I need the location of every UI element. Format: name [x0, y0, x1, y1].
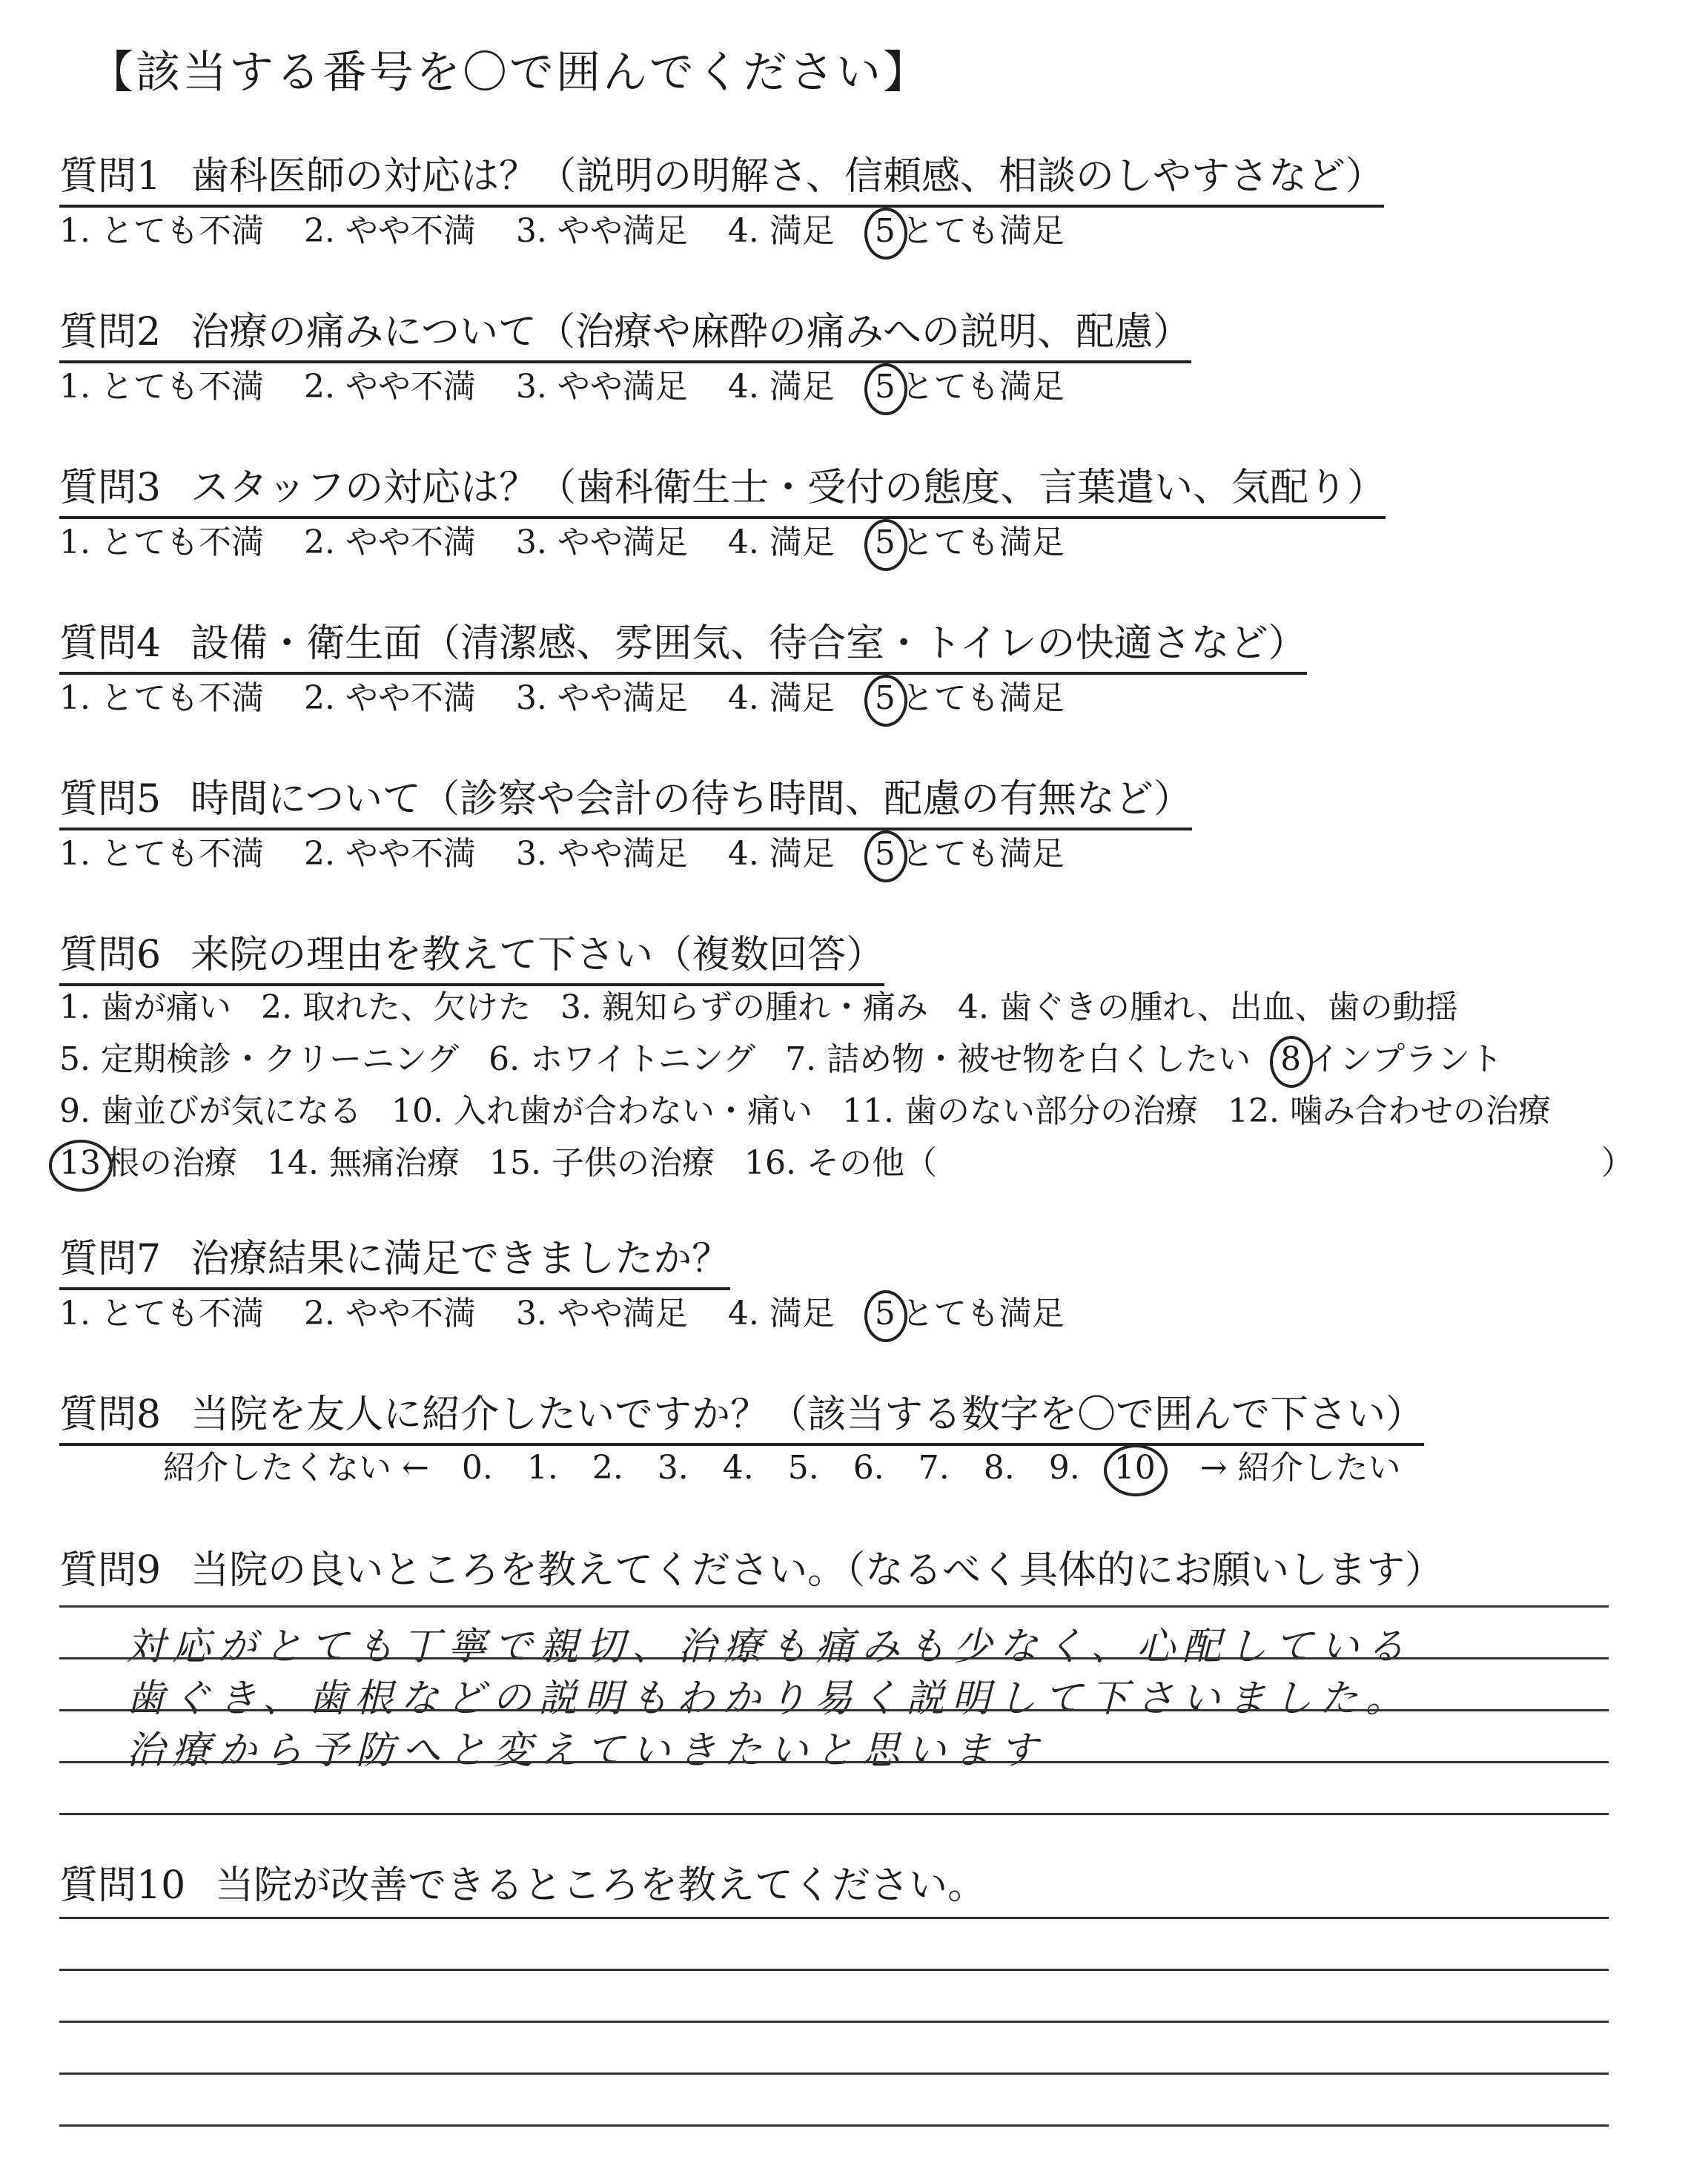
option-2[interactable]: 2. やや不満 — [303, 524, 476, 561]
selected-circle: 5 — [874, 212, 896, 250]
reason-option[interactable]: 2. 取れた、欠けた — [260, 988, 531, 1026]
question-number: 質問4 — [59, 621, 162, 666]
q6-row-2 — [59, 1032, 1532, 1080]
reason-option[interactable]: 9. 歯並びが気になる — [59, 1092, 362, 1130]
scale-option[interactable]: 0. — [461, 1449, 493, 1487]
scale-option[interactable]: 2. — [592, 1449, 623, 1487]
q6-row-1 — [59, 980, 1488, 1028]
question-number: 質問9 — [59, 1548, 162, 1593]
scale-left-label: 紹介したくない ← — [163, 1449, 429, 1487]
selected-circle: 10 — [1113, 1449, 1156, 1487]
question-text: 時間について（診察や会計の待ち時間、配慮の有無など） — [191, 777, 1193, 822]
handwritten-answer-line-2: 歯ぐき、歯根などの説明もわかり易く説明して下さいました。 — [126, 1677, 1411, 1721]
option-5-selected[interactable]: 5 とても満足 — [874, 1295, 1065, 1332]
option-2[interactable]: 2. やや不満 — [303, 835, 476, 873]
question-4 — [59, 612, 1307, 675]
option-3[interactable]: 3. やや満足 — [515, 835, 688, 873]
scale-option[interactable]: 7. — [918, 1449, 950, 1487]
question-number: 質問2 — [59, 310, 162, 354]
option-3[interactable]: 3. やや満足 — [515, 679, 688, 717]
selected-circle: 13 — [59, 1144, 101, 1182]
reason-option[interactable]: 15. 子供の治療 — [489, 1144, 715, 1182]
answer-line — [59, 2073, 1609, 2075]
answer-line — [59, 1761, 1609, 1763]
question-text: 治療結果に満足できましたか？ — [191, 1237, 731, 1281]
answer-line — [59, 1709, 1609, 1711]
question-number: 質問8 — [59, 1393, 162, 1437]
option-1[interactable]: 1. とても不満 — [59, 524, 264, 561]
question-10 — [59, 1854, 986, 1914]
scale-option[interactable]: 8. — [983, 1449, 1015, 1487]
question-6 — [59, 923, 884, 986]
q5-options — [59, 827, 1105, 874]
reason-option[interactable]: 12. 噛み合わせの治療 — [1227, 1092, 1551, 1130]
q3-options — [59, 515, 1105, 563]
option-4[interactable]: 4. 満足 — [727, 368, 835, 406]
question-9 — [59, 1539, 1443, 1599]
answer-line — [59, 2021, 1609, 2023]
selected-circle: 5 — [874, 679, 896, 717]
question-number: 質問5 — [59, 777, 162, 822]
selected-circle: 5 — [874, 524, 896, 561]
option-5-selected[interactable]: 5 とても満足 — [874, 368, 1065, 406]
question-1 — [59, 145, 1384, 208]
q2-options — [59, 360, 1105, 407]
reason-option[interactable]: 7. 詰め物・被せ物を白くしたい — [785, 1040, 1251, 1078]
reason-option[interactable]: 4. 歯ぐきの腫れ、出血、歯の動揺 — [957, 988, 1458, 1026]
question-text: 来院の理由を教えて下さい（複数回答） — [191, 933, 885, 977]
option-5-selected[interactable]: 5 とても満足 — [874, 835, 1065, 873]
reason-option[interactable]: 6. ホワイトニング — [489, 1040, 756, 1078]
reason-option[interactable]: 14. 無痛治療 — [267, 1144, 460, 1182]
option-2[interactable]: 2. やや不満 — [303, 1295, 476, 1332]
question-text: 当院を友人に紹介したいですか？（該当する数字を〇で囲んで下さい） — [191, 1393, 1425, 1437]
question-5 — [59, 767, 1192, 830]
question-number: 質問7 — [59, 1237, 162, 1281]
option-3[interactable]: 3. やや満足 — [515, 368, 688, 406]
other-close-paren: ） — [1601, 1144, 1634, 1182]
question-2 — [59, 300, 1191, 363]
selected-circle: 5 — [874, 835, 896, 873]
recommend-scale — [163, 1441, 1423, 1488]
scale-option[interactable]: 6. — [853, 1449, 884, 1487]
option-3[interactable]: 3. やや満足 — [515, 212, 688, 250]
selected-circle: 5 — [874, 1295, 896, 1332]
option-4[interactable]: 4. 満足 — [727, 524, 835, 561]
answer-line — [59, 1605, 1609, 1608]
option-2[interactable]: 2. やや不満 — [303, 212, 476, 250]
scale-option[interactable]: 3. — [657, 1449, 689, 1487]
question-7 — [59, 1227, 730, 1290]
question-text: 治療の痛みについて（治療や麻酔の痛みへの説明、配慮） — [191, 310, 1192, 354]
reason-option-other[interactable]: 16. その他（ — [744, 1144, 937, 1182]
answer-line — [59, 1969, 1609, 1971]
question-text: 設備・衛生面（清潔感、雰囲気、待合室・トイレの快適さなど） — [191, 621, 1307, 666]
reason-option[interactable]: 11. 歯のない部分の治療 — [841, 1092, 1198, 1130]
option-3[interactable]: 3. やや満足 — [515, 1295, 688, 1332]
question-text: スタッフの対応は？（歯科衛生士・受付の態度、言葉遣い、気配り） — [191, 466, 1386, 510]
option-1[interactable]: 1. とても不満 — [59, 835, 264, 873]
scale-option[interactable]: 4. — [722, 1449, 754, 1487]
reason-option[interactable]: 1. 歯が痛い — [59, 988, 231, 1026]
handwritten-answer-line-1: 対応がとても丁寧で親切、治療も痛みも少なく、心配している — [126, 1625, 1412, 1669]
option-2[interactable]: 2. やや不満 — [303, 679, 476, 717]
question-number: 質問6 — [59, 933, 162, 977]
q1-options — [59, 204, 1105, 251]
reason-option[interactable]: 5. 定期検診・クリーニング — [59, 1040, 460, 1078]
answer-line — [59, 1917, 1609, 1919]
answer-line — [59, 1657, 1609, 1659]
handwritten-answer-line-3: 治療から予防へと変えていきたいと思います — [126, 1728, 1046, 1773]
question-8 — [59, 1383, 1424, 1446]
option-5-selected[interactable]: 5 とても満足 — [874, 212, 1065, 250]
page-header: 【該当する番号を〇で囲んでください】 — [89, 47, 930, 99]
question-text: 歯科医師の対応は？（説明の明解さ、信頼感、相談のしやすさなど） — [191, 154, 1385, 199]
answer-line — [59, 2124, 1609, 2127]
question-number: 質問1 — [59, 154, 162, 199]
option-2[interactable]: 2. やや不満 — [303, 368, 476, 406]
scale-option[interactable]: 5. — [787, 1449, 819, 1487]
option-4[interactable]: 4. 満足 — [727, 835, 835, 873]
reason-option[interactable]: 3. 親知らずの腫れ・痛み — [560, 988, 928, 1026]
q6-row-3 — [59, 1084, 1580, 1132]
option-1[interactable]: 1. とても不満 — [59, 1295, 264, 1332]
reason-option-selected[interactable]: 13 根の治療 — [59, 1144, 237, 1182]
q6-row-4 — [59, 1136, 967, 1183]
option-3[interactable]: 3. やや満足 — [515, 524, 688, 561]
selected-circle: 5 — [874, 368, 896, 406]
option-5-selected[interactable]: 5 とても満足 — [874, 679, 1065, 717]
question-text: 当院の良いところを教えてください。（なるべく具体的にお願いします） — [191, 1548, 1444, 1593]
question-3 — [59, 456, 1386, 519]
option-1[interactable]: 1. とても不満 — [59, 212, 264, 250]
scale-option[interactable]: 1. — [526, 1449, 558, 1487]
q7-options — [59, 1287, 1105, 1334]
option-1[interactable]: 1. とても不満 — [59, 368, 264, 406]
q4-options — [59, 671, 1105, 719]
option-4[interactable]: 4. 満足 — [727, 212, 835, 250]
reason-option-selected[interactable]: 8 インプラント — [1280, 1040, 1503, 1078]
option-5-selected[interactable]: 5 とても満足 — [874, 524, 1065, 561]
selected-circle: 8 — [1280, 1040, 1302, 1078]
question-number: 質問3 — [59, 466, 162, 510]
answer-line — [59, 1813, 1609, 1815]
option-4[interactable]: 4. 満足 — [727, 679, 835, 717]
scale-right-label: → 紹介したい — [1199, 1449, 1401, 1487]
scale-option-selected[interactable] — [1114, 1449, 1156, 1487]
question-number: 質問10 — [59, 1863, 186, 1908]
option-4[interactable]: 4. 満足 — [727, 1295, 835, 1332]
reason-option[interactable]: 10. 入れ歯が合わない・痛い — [391, 1092, 812, 1130]
scale-option[interactable]: 9. — [1048, 1449, 1080, 1487]
option-1[interactable]: 1. とても不満 — [59, 679, 264, 717]
question-text: 当院が改善できるところを教えてください。 — [215, 1863, 987, 1908]
